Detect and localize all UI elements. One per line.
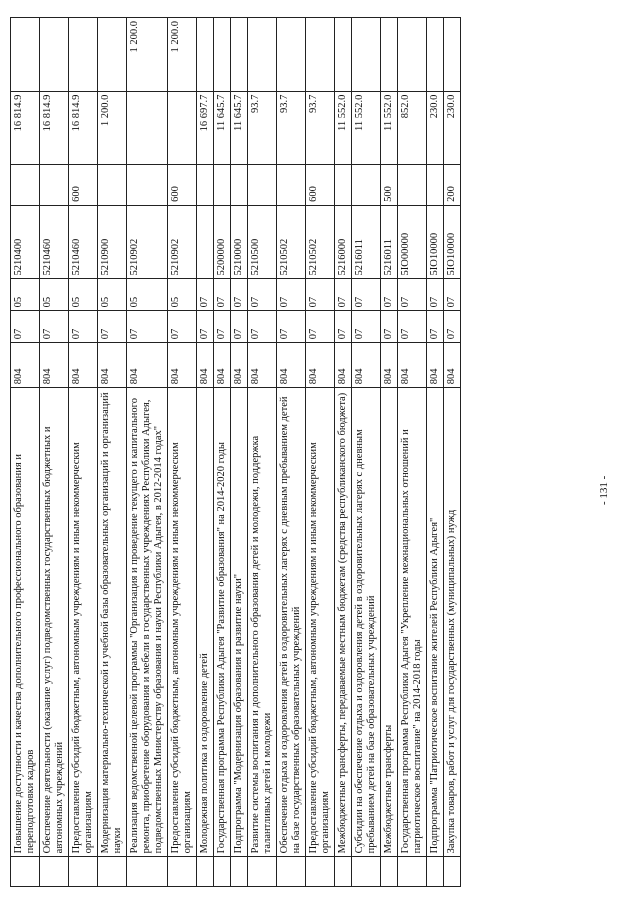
row-amount-2 (69, 18, 98, 92)
row-blank-cell (127, 857, 168, 887)
row-expense-type (40, 165, 69, 206)
row-expense-type (231, 165, 248, 206)
row-name: Подпрограмма "Патриотическое воспитание жителей Республики Адыгея" (427, 388, 444, 857)
row-amount: 11 552.0 (381, 91, 398, 165)
row-section: 07 (444, 311, 461, 343)
table-row (231, 18, 248, 887)
row-subsection: 07 (398, 279, 427, 311)
row-blank-cell (214, 857, 231, 887)
row-ministry: 804 (335, 343, 352, 388)
row-expense-type (398, 165, 427, 206)
table-row (277, 18, 306, 887)
row-amount: 230.0 (444, 91, 461, 165)
row-ministry: 804 (306, 343, 335, 388)
row-section: 07 (127, 311, 168, 343)
row-ministry: 804 (197, 343, 214, 388)
row-name: Подпрограмма "Модернизация образования и развитие науки" (231, 388, 248, 857)
row-ministry: 804 (352, 343, 381, 388)
row-subsection: 07 (352, 279, 381, 311)
row-target-code: 5210460 (40, 205, 69, 279)
row-amount-2 (381, 18, 398, 92)
row-target-code: 5IO10000 (427, 205, 444, 279)
row-name: Межбюджетные трансферты (381, 388, 398, 857)
row-target-code: 5IO00000 (398, 205, 427, 279)
budget-table (10, 17, 461, 887)
row-section: 07 (98, 311, 127, 343)
row-section: 07 (398, 311, 427, 343)
row-amount-2 (40, 18, 69, 92)
table-row (352, 18, 381, 887)
row-name: Молодежная политика и оздоровление детей (197, 388, 214, 857)
row-name: Повышение доступности и качества дополнительного профессионального образования и переподготовки кадров (11, 388, 40, 857)
row-blank-cell (427, 857, 444, 887)
row-blank-cell (197, 857, 214, 887)
row-amount-2 (248, 18, 277, 92)
row-subsection: 07 (231, 279, 248, 311)
table-body (11, 18, 461, 887)
row-name: Реализация ведомственной целевой программы "Организация и проведение текущего и капитального ремонта, приобретение оборудования и мебели в государственных учреждениях Республики Адыгея, подведомственных Министерству образования и науки Республики Адыгея, в 2012-2014 годах" (127, 388, 168, 857)
row-expense-type (11, 165, 40, 206)
row-ministry: 804 (98, 343, 127, 388)
row-section: 07 (214, 311, 231, 343)
table-row (11, 18, 40, 887)
row-amount: 16 814.9 (69, 91, 98, 165)
row-ministry: 804 (398, 343, 427, 388)
row-blank-cell (444, 857, 461, 887)
row-blank-cell (335, 857, 352, 887)
row-expense-type (98, 165, 127, 206)
row-target-code: 5210000 (231, 205, 248, 279)
row-amount-2 (444, 18, 461, 92)
row-amount-2: 1 200.0 (168, 18, 197, 92)
row-blank-cell (398, 857, 427, 887)
row-ministry: 804 (40, 343, 69, 388)
row-amount: 1 200.0 (98, 91, 127, 165)
table-row (127, 18, 168, 887)
row-amount (168, 91, 197, 165)
row-section: 07 (306, 311, 335, 343)
row-name: Межбюджетные трансферты, передаваемые местным бюджетам (средства республиканского бюджета) (335, 388, 352, 857)
table-row (168, 18, 197, 887)
row-target-code: 5210902 (168, 205, 197, 279)
row-target-code: 5210400 (11, 205, 40, 279)
row-ministry: 804 (277, 343, 306, 388)
row-blank-cell (381, 857, 398, 887)
row-expense-type (197, 165, 214, 206)
row-ministry: 804 (214, 343, 231, 388)
row-amount-2 (277, 18, 306, 92)
row-expense-type (335, 165, 352, 206)
row-section: 07 (197, 311, 214, 343)
row-subsection: 05 (168, 279, 197, 311)
row-target-code: 5210502 (306, 205, 335, 279)
row-amount: 16 697.7 (197, 91, 214, 165)
row-blank-cell (231, 857, 248, 887)
row-target-code: 5216011 (352, 205, 381, 279)
table-row (248, 18, 277, 887)
row-subsection: 07 (381, 279, 398, 311)
row-ministry: 804 (444, 343, 461, 388)
row-name: Модернизация материально-технической и учебной базы образовательных организаций и организаций науки (98, 388, 127, 857)
row-name: Развитие системы воспитания и дополнительного образования детей и молодежи, поддержка талантливых детей и молодежи (248, 388, 277, 857)
row-expense-type: 600 (306, 165, 335, 206)
row-name: Обеспечение отдыха и оздоровления детей в оздоровительных лагерях с дневным пребыванием детей на базе государственных образовательных учреждений (277, 388, 306, 857)
row-subsection: 05 (69, 279, 98, 311)
row-amount-2 (427, 18, 444, 92)
row-section: 07 (335, 311, 352, 343)
row-blank-cell (168, 857, 197, 887)
row-section: 07 (69, 311, 98, 343)
row-target-code: 5210900 (98, 205, 127, 279)
page-number: - 131 - (598, 475, 610, 505)
row-section: 07 (248, 311, 277, 343)
row-blank-cell (11, 857, 40, 887)
row-expense-type (277, 165, 306, 206)
row-ministry: 804 (69, 343, 98, 388)
table-row (214, 18, 231, 887)
row-section: 07 (11, 311, 40, 343)
row-target-code: 5IO10000 (444, 205, 461, 279)
row-name: Предоставление субсидий бюджетным, автономным учреждениям и иным некоммерческим организациям (306, 388, 335, 857)
row-subsection: 07 (335, 279, 352, 311)
row-subsection: 07 (277, 279, 306, 311)
row-blank-cell (352, 857, 381, 887)
row-expense-type: 600 (69, 165, 98, 206)
row-name: Государственная программа Республики Адыгея "Развитие образования" на 2014-2020 годы (214, 388, 231, 857)
row-amount-2 (398, 18, 427, 92)
row-section: 07 (40, 311, 69, 343)
row-subsection: 05 (127, 279, 168, 311)
row-expense-type (127, 165, 168, 206)
row-section: 07 (352, 311, 381, 343)
table-row (306, 18, 335, 887)
row-expense-type (352, 165, 381, 206)
row-name: Государственная программа Республики Адыгея "Укрепление межнациональных отношений и патриотическое воспитание" на 2014-2018 годы (398, 388, 427, 857)
row-expense-type: 500 (381, 165, 398, 206)
row-amount: 16 814.9 (11, 91, 40, 165)
table-row (197, 18, 214, 887)
row-blank-cell (248, 857, 277, 887)
table-row (335, 18, 352, 887)
row-name: Субсидии на обеспечение отдыха и оздоровления детей в оздоровительных лагерях с дневным пребыванием детей на базе образовательных учреждений (352, 388, 381, 857)
row-amount-2 (352, 18, 381, 92)
row-name: Обеспечение деятельности (оказание услуг) подведомственных государственных бюджетных и автономных учреждений (40, 388, 69, 857)
row-amount: 93.7 (306, 91, 335, 165)
row-target-code: 5216011 (381, 205, 398, 279)
row-amount: 16 814.9 (40, 91, 69, 165)
row-target-code: 5200000 (214, 205, 231, 279)
row-expense-type: 600 (168, 165, 197, 206)
row-section: 07 (427, 311, 444, 343)
table-row (444, 18, 461, 887)
row-blank-cell (306, 857, 335, 887)
row-blank-cell (69, 857, 98, 887)
row-amount-2 (98, 18, 127, 92)
row-amount-2 (335, 18, 352, 92)
row-name: Закупка товаров, работ и услуг для государственных (муниципальных) нужд (444, 388, 461, 857)
row-amount (127, 91, 168, 165)
row-amount: 11 645.7 (214, 91, 231, 165)
row-target-code: 5210500 (248, 205, 277, 279)
row-subsection: 07 (248, 279, 277, 311)
row-ministry: 804 (248, 343, 277, 388)
row-subsection: 05 (40, 279, 69, 311)
row-subsection: 07 (444, 279, 461, 311)
row-name: Предоставление субсидий бюджетным, автономным учреждениям и иным некоммерческим организациям (168, 388, 197, 857)
table-row (69, 18, 98, 887)
row-amount-2 (11, 18, 40, 92)
row-name: Предоставление субсидий бюджетным, автономным учреждениям и иным некоммерческим организациям (69, 388, 98, 857)
row-section: 07 (231, 311, 248, 343)
row-target-code: 5210460 (69, 205, 98, 279)
row-subsection: 07 (197, 279, 214, 311)
row-amount: 11 552.0 (352, 91, 381, 165)
table-row (98, 18, 127, 887)
row-amount: 230.0 (427, 91, 444, 165)
row-expense-type (248, 165, 277, 206)
row-amount: 93.7 (277, 91, 306, 165)
row-ministry: 804 (11, 343, 40, 388)
row-target-code: 5216000 (335, 205, 352, 279)
row-subsection: 05 (98, 279, 127, 311)
table-row (381, 18, 398, 887)
row-section: 07 (381, 311, 398, 343)
row-target-code (197, 205, 214, 279)
table-row (427, 18, 444, 887)
table-row (40, 18, 69, 887)
row-amount: 852.0 (398, 91, 427, 165)
row-target-code: 5210502 (277, 205, 306, 279)
row-ministry: 804 (427, 343, 444, 388)
row-ministry: 804 (231, 343, 248, 388)
row-expense-type: 200 (444, 165, 461, 206)
row-amount: 11 552.0 (335, 91, 352, 165)
row-amount-2 (197, 18, 214, 92)
row-expense-type (427, 165, 444, 206)
row-expense-type (214, 165, 231, 206)
row-target-code: 5210902 (127, 205, 168, 279)
row-subsection: 05 (11, 279, 40, 311)
row-section: 07 (168, 311, 197, 343)
row-amount-2 (231, 18, 248, 92)
row-ministry: 804 (127, 343, 168, 388)
row-amount-2: 1 200.0 (127, 18, 168, 92)
table-row (398, 18, 427, 887)
row-blank-cell (277, 857, 306, 887)
row-section: 07 (277, 311, 306, 343)
row-blank-cell (98, 857, 127, 887)
row-subsection: 07 (306, 279, 335, 311)
row-blank-cell (40, 857, 69, 887)
row-ministry: 804 (168, 343, 197, 388)
row-amount: 93.7 (248, 91, 277, 165)
row-amount-2 (306, 18, 335, 92)
row-amount-2 (214, 18, 231, 92)
row-subsection: 07 (427, 279, 444, 311)
row-subsection: 07 (214, 279, 231, 311)
row-ministry: 804 (381, 343, 398, 388)
row-amount: 11 645.7 (231, 91, 248, 165)
